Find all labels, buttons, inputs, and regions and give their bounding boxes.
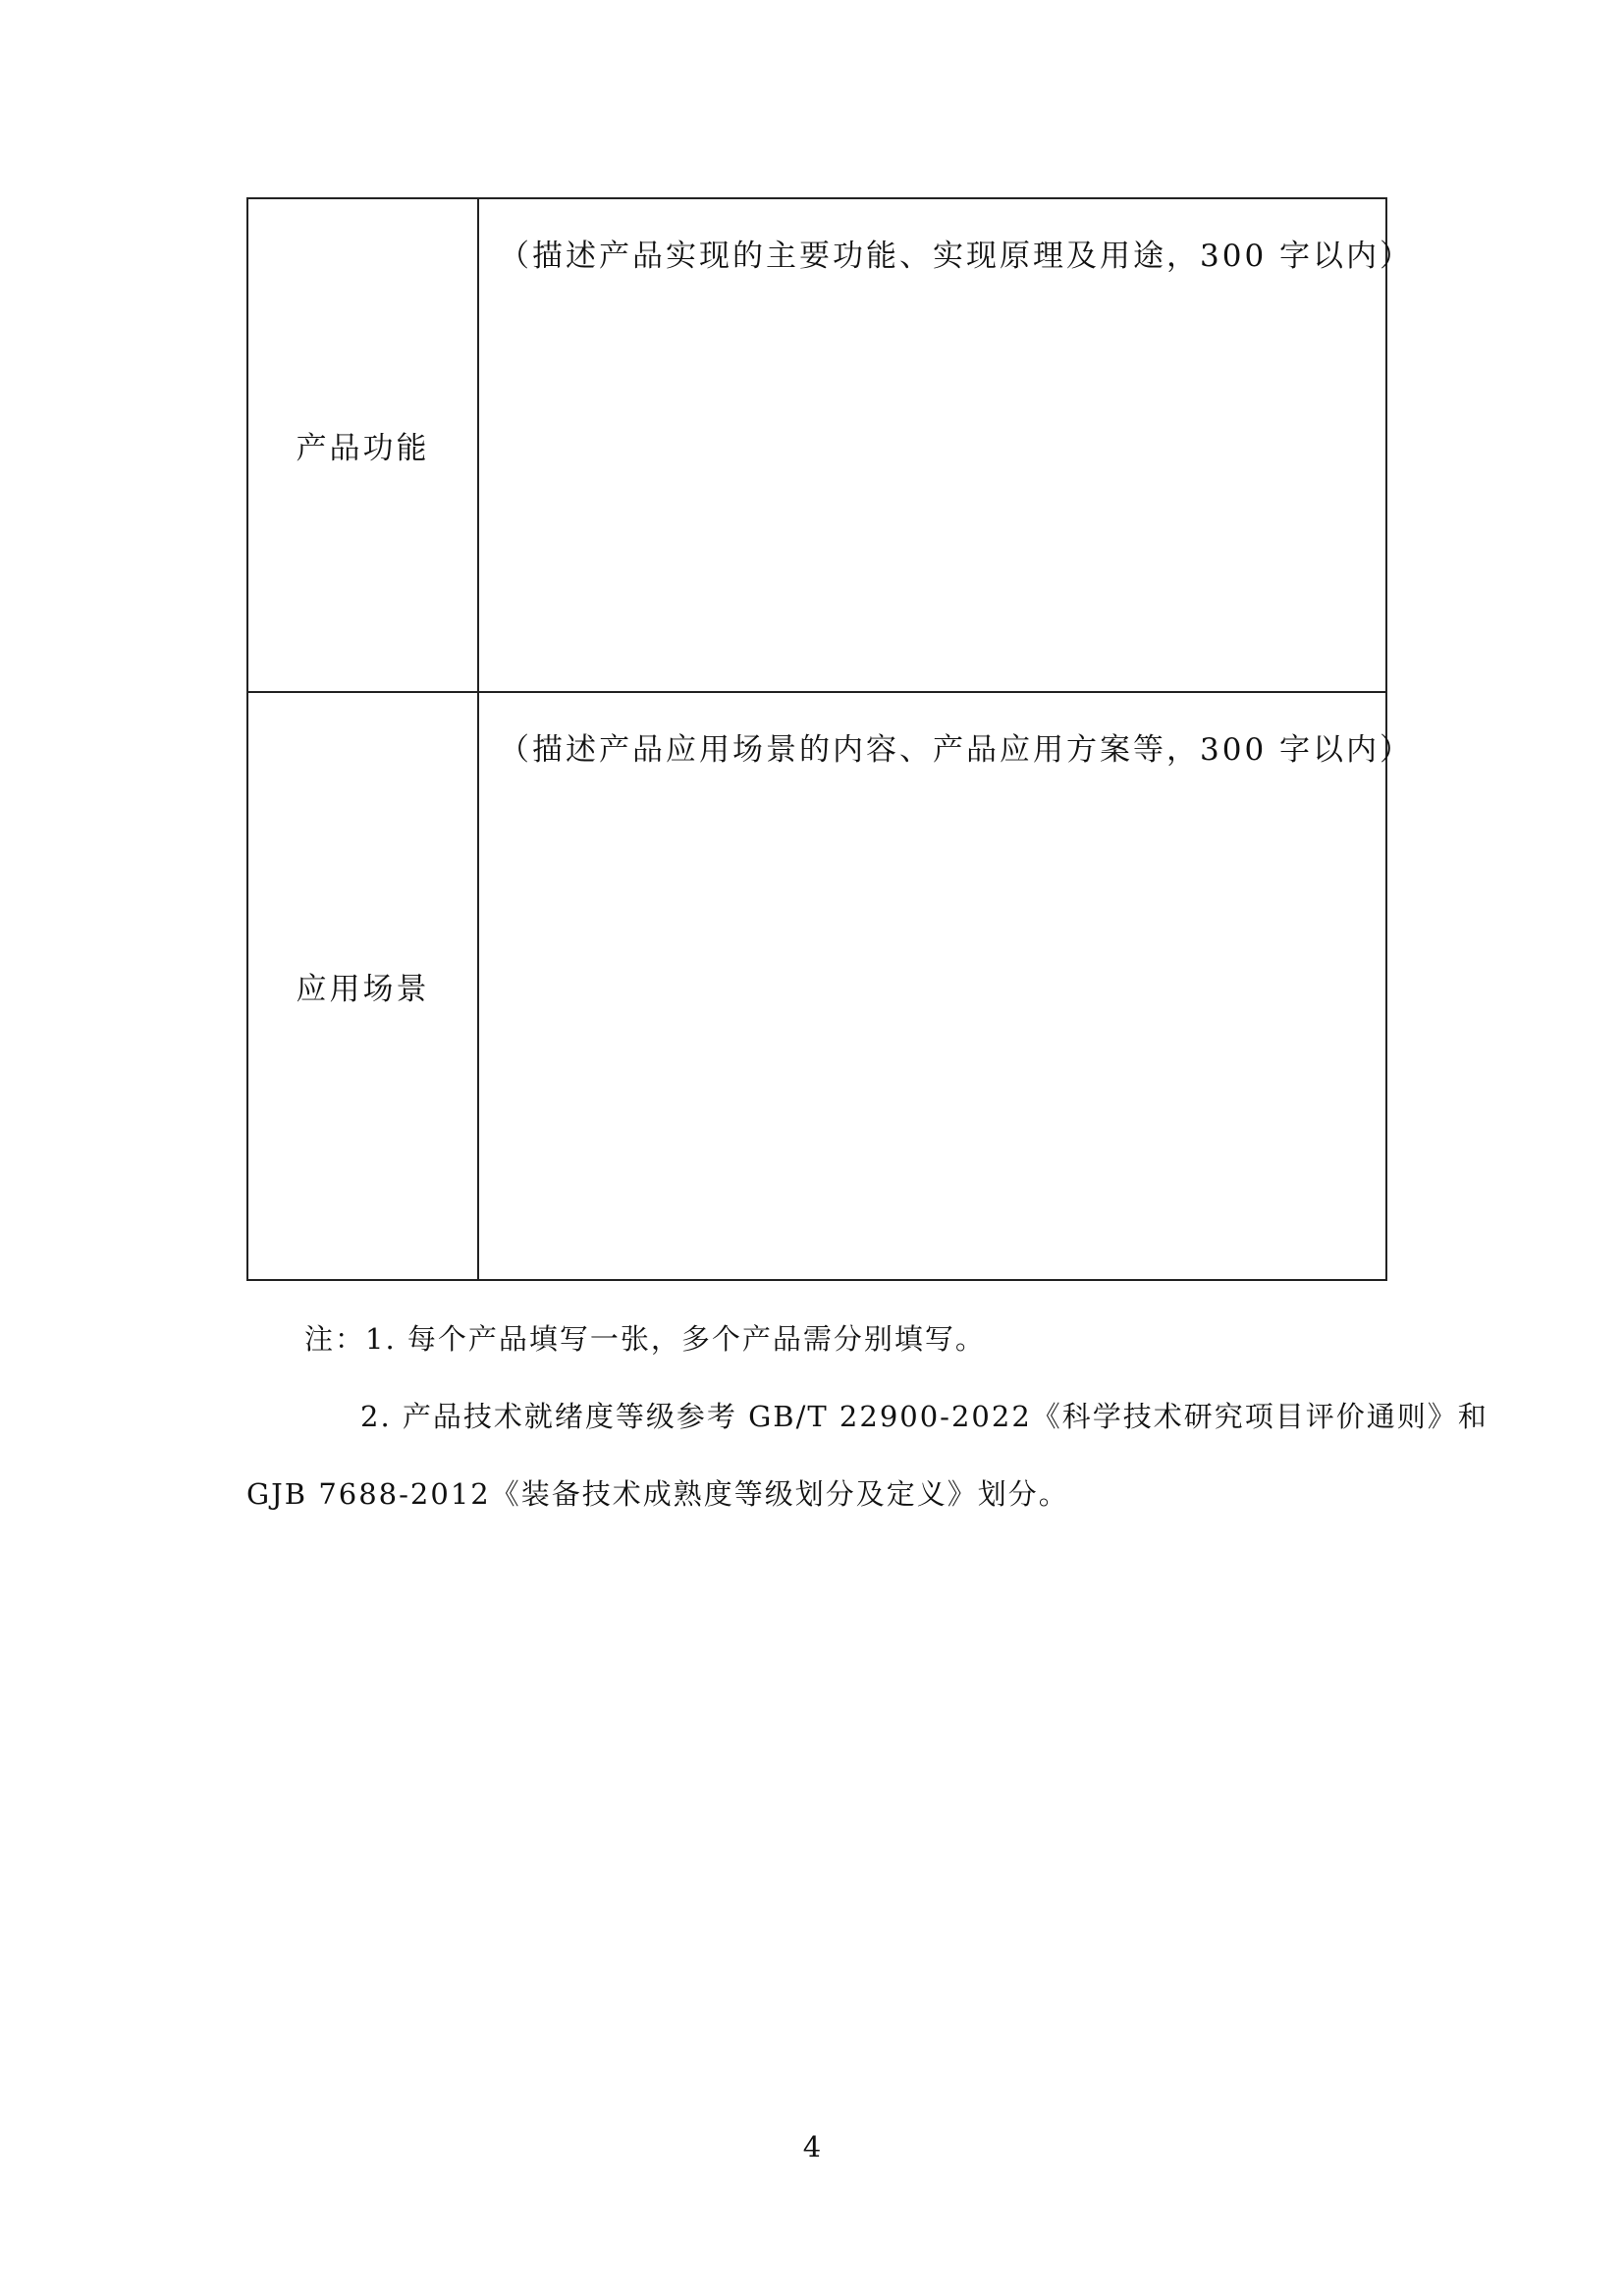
page-number: 4 — [802, 2130, 822, 2163]
application-scenario-label: 应用场景 — [248, 693, 479, 1279]
product-function-label: 产品功能 — [248, 199, 479, 691]
note-line-2: 2. 产品技术就绪度等级参考 GB/T 22900-2022《科学技术研究项目评价通则》和 — [360, 1400, 1489, 1433]
product-form-table — [246, 197, 1414, 1281]
application-scenario-hint: （描述产品应用场景的内容、产品应用方案等，300 字以内） — [499, 732, 1414, 768]
product-function-hint: （描述产品实现的主要功能、实现原理及用途，300 字以内） — [499, 239, 1414, 274]
product-function-field[interactable] — [479, 199, 1414, 691]
note-line-1: 注：1. 每个产品填写一张，多个产品需分别填写。 — [304, 1322, 986, 1356]
application-scenario-field[interactable] — [479, 693, 1414, 1279]
note-line-3: GJB 7688-2012《装备技术成熟度等级划分及定义》划分。 — [246, 1477, 1069, 1511]
product-function-row — [248, 199, 1414, 693]
application-scenario-row — [248, 693, 1414, 1279]
